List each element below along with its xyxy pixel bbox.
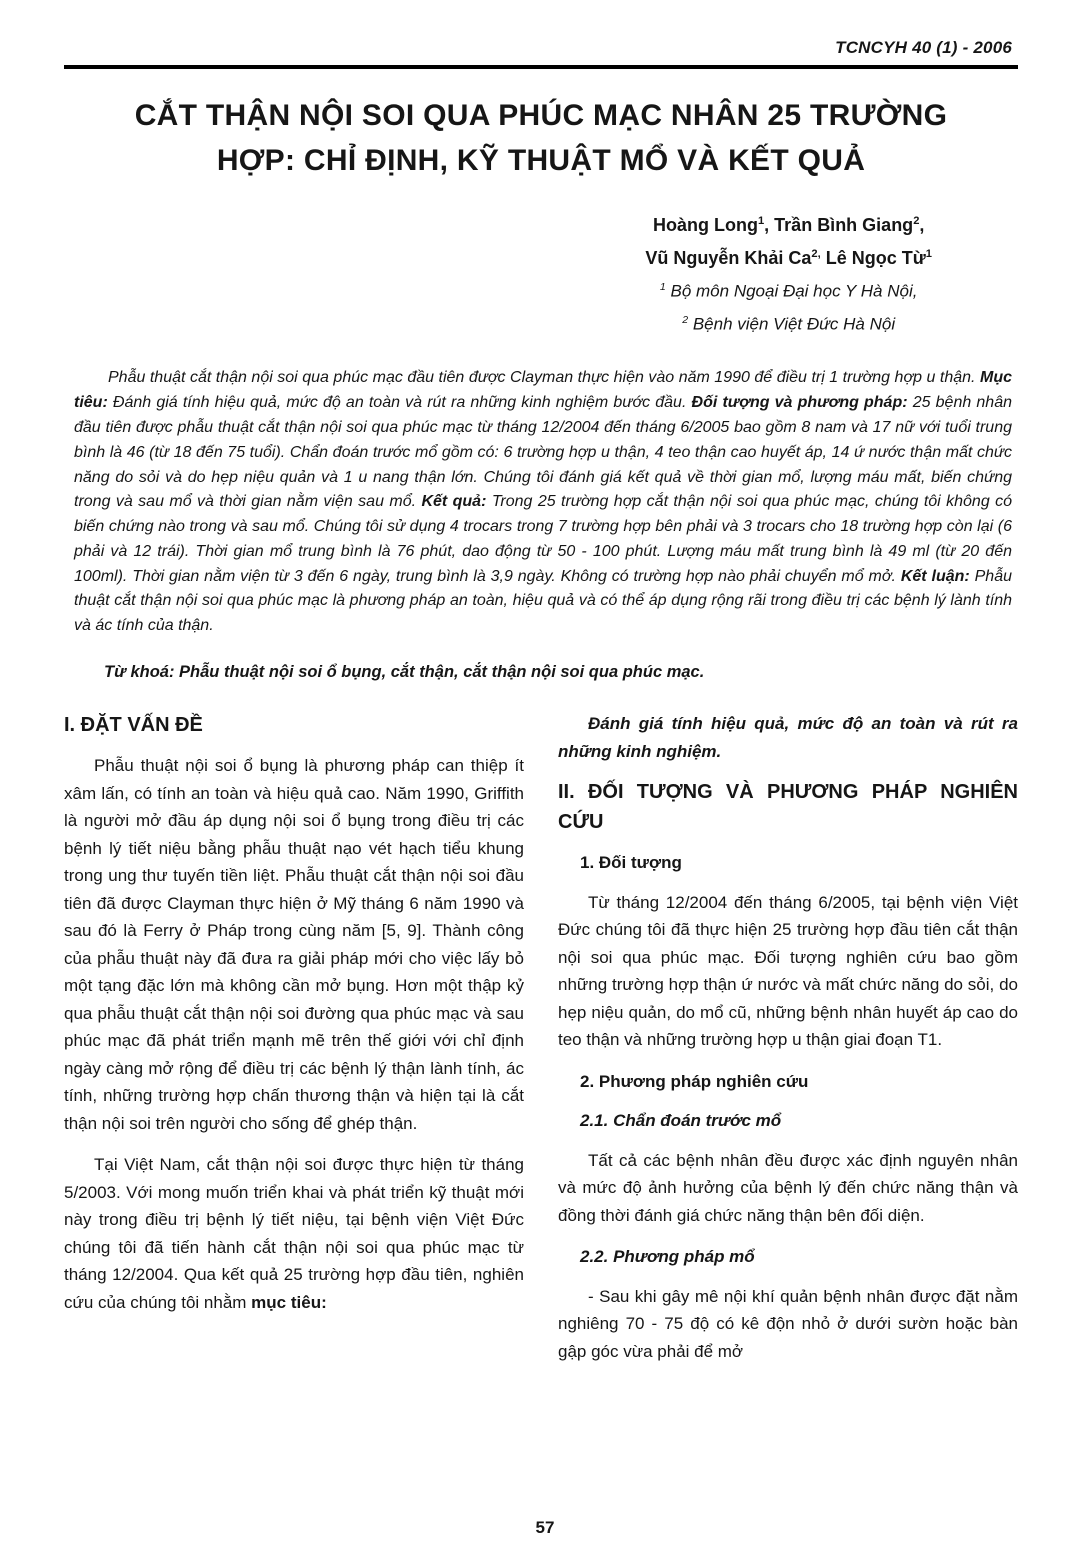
subsection-2-heading: 2. Phương pháp nghiên cứu [580, 1071, 809, 1091]
page-number: 57 [535, 1518, 555, 1537]
authors-block [645, 207, 932, 338]
author-line-1: Hoàng Long$^1$, Trần Bình Giang$^2$, [652, 215, 925, 235]
subsection-1-paragraph: Từ tháng 12/2004 đến tháng 6/2005, tại bệnh viện Việt Đức chúng tôi đã thực hiện 25 trường hợp đầu tiên cắt thận nội soi qua phúc mạc. Đối tượng nghiên cứu bao gồm những trường hợp thận ứ nước và mất chức năng do sỏi, do hẹp niệu quản, do mổ cũ, những bệnh nhân huyết áp cao do teo thận và những trường hợp u thận giai đoạn T1. [558, 892, 1018, 1050]
section-1-paragraph-2: Tại Việt Nam, cắt thận nội soi được thực hiện từ tháng 5/2003. Với mong muốn triển khai và phát triển kỹ thuật mới này trong điều trị bệnh lý tiết niệu, tại bệnh viện Việt Đức chúng tôi đã tiến hành cắt thận nội soi qua phúc mạc từ tháng 12/2004. Qua kết quả 25 trường hợp đầu tiên, nghiên cứu của chúng tôi nhằm mục tiêu: [64, 1155, 524, 1312]
subsection-1-heading: 1. Đối tượng [580, 853, 682, 873]
header-rule [64, 65, 1018, 69]
subsection-2-2-paragraph: - Sau khi gây mê nội khí quản bệnh nhân được đặt nằm nghiêng 70 - 75 độ có kê độn nhỏ ở dưới sườn hoặc bàn gập góc vừa phải để mở [558, 1286, 1018, 1361]
subsection-2-2-heading: 2.2. Phương pháp mổ [580, 1247, 755, 1267]
subsection-2-1-heading: 2.1. Chẩn đoán trước mổ [580, 1111, 782, 1131]
section-1-heading: I. ĐẶT VẤN ĐỀ [64, 714, 203, 737]
two-column-body [64, 710, 1018, 1379]
section-2-heading: II. ĐỐI TƯỢNG VÀ PHƯƠNG PHÁP NGHIÊN CỨU [558, 781, 1018, 834]
paper-title-line-2: HỢP: CHỈ ĐỊNH, KỸ THUẬT MỔ VÀ KẾT QUẢ [216, 144, 866, 177]
affiliation-1: $^1$ Bộ môn Ngoại Đại học Y Hà Nội, [659, 281, 918, 301]
journal-header: TCNCYH 40 (1) - 2006 [835, 38, 1012, 57]
left-column [64, 710, 524, 1379]
author-line-2: Vũ Nguyễn Khải $Ca^{2,}$ Lê Ngọc Từ$^1$ [645, 248, 932, 268]
affiliation-2: $^2$ Bệnh viện Việt Đức Hà Nội [682, 313, 896, 334]
paper-title [64, 93, 1018, 183]
objective-statement: Đánh giá tính hiệu quả, mức độ an toàn và rút ra những kinh nghiệm. [558, 714, 1018, 761]
right-column [558, 710, 1018, 1379]
paper-title-line-1: CẮT THẬN NỘI SOI QUA PHÚC MẠC NHÂN 25 TRƯỜNG [134, 99, 948, 132]
section-1-paragraph-1: Phẫu thuật nội soi ổ bụng là phương pháp can thiệp ít xâm lấn, có tính an toàn và hiệu quả cao. Năm 1990, Griffith là người mở đầu áp dụng nội soi ổ bụng trong điều trị các bệnh lý tiết niệu bằng phẫu thuật nạo vét hạch tiểu khung trong ung thư tuyến tiền liệt. Phẫu thuật cắt thận nội soi đầu tiên đã được Clayman thực hiện ở Mỹ tháng 6 năm 1990 và sau đó là Ferry ở Pháp trong cùng năm [5, 9]. Thành công của phẫu thuật này đã đưa ra giải pháp mới cho việc lấy bỏ một tạng đặc lớn mà không cần mở bụng. Hơn một thập kỷ qua phẫu thuật cắt thận nội soi đường qua phúc mạc và sau phúc mạc đã phát triển mạnh mẽ trên thế giới với chỉ định ngày càng mở rộng để điều trị các bệnh lý thận lành tính, ác tính, những trường hợp chấn thương thận và hiện tại là cắt thận nội soi trên người cho sống để ghép thận. [64, 756, 524, 1133]
subsection-2-1-paragraph: Tất cả các bệnh nhân đều được xác định nguyên nhân và mức độ ảnh hưởng của bệnh lý đến chức năng thận và đồng thời đánh giá chức năng thận bên đối diện. [558, 1150, 1018, 1225]
abstract-paragraph: Phẫu thuật cắt thận nội soi qua phúc mạc đầu tiên được Clayman thực hiện vào năm 1990 để điều trị 1 trường hợp u thận. Mục tiêu: Đánh giá tính hiệu quả, mức độ an toàn và rút ra những kinh nghiệm bước đầu. Đối tượng và phương pháp: 25 bệnh nhân đầu tiên được phẫu thuật cắt thận nội soi qua phúc mạc từ tháng 12/2004 đến tháng 6/2005 bao gồm 8 nam và 17 nữ với tuổi trung bình là 46 (từ 18 đến 75 tuổi). Chẩn đoán trước mổ gồm có: 6 trường hợp u thận, 4 teo thận cao huyết áp, 14 ứ nước thận mất chức năng do sỏi và do hẹp niệu quản và 1 u nang thận lớn. Chúng tôi đánh giá kết quả về thời gian mổ, lượng máu mất, biến chứng trong và sau mổ và thời gian nằm viện sau mổ. Kết quả: Trong 25 trường hợp cắt thận nội soi qua phúc mạc, chúng tôi không có biến chứng nào trong và sau mổ. Chúng tôi sử dụng 4 trocars trong 7 trường hợp bên phải và 3 trocars cho 18 trường hợp còn lại (6 phải và 12 trái). Thời gian mổ trung bình là 76 phút, dao động từ 50 - 100 phút. Lượng máu mất trung bình là 49 ml (từ 20 đến 100ml). Thời gian nằm viện từ 3 đến 6 ngày, trung bình là 3,9 ngày. Không có trường hợp nào phải chuyển mổ mở. Kết luận: Phẫu thuật cắt thận nội soi qua phúc mạc là phương pháp an toàn, hiệu quả và có thể áp dụng rộng rãi trong điều trị các bệnh lý lành tính và ác tính của thận. [74, 369, 1013, 635]
keywords-line: Từ khoá: Phẫu thuật nội soi ổ bụng, cắt thận, cắt thận nội soi qua phúc mạc. [104, 663, 705, 682]
